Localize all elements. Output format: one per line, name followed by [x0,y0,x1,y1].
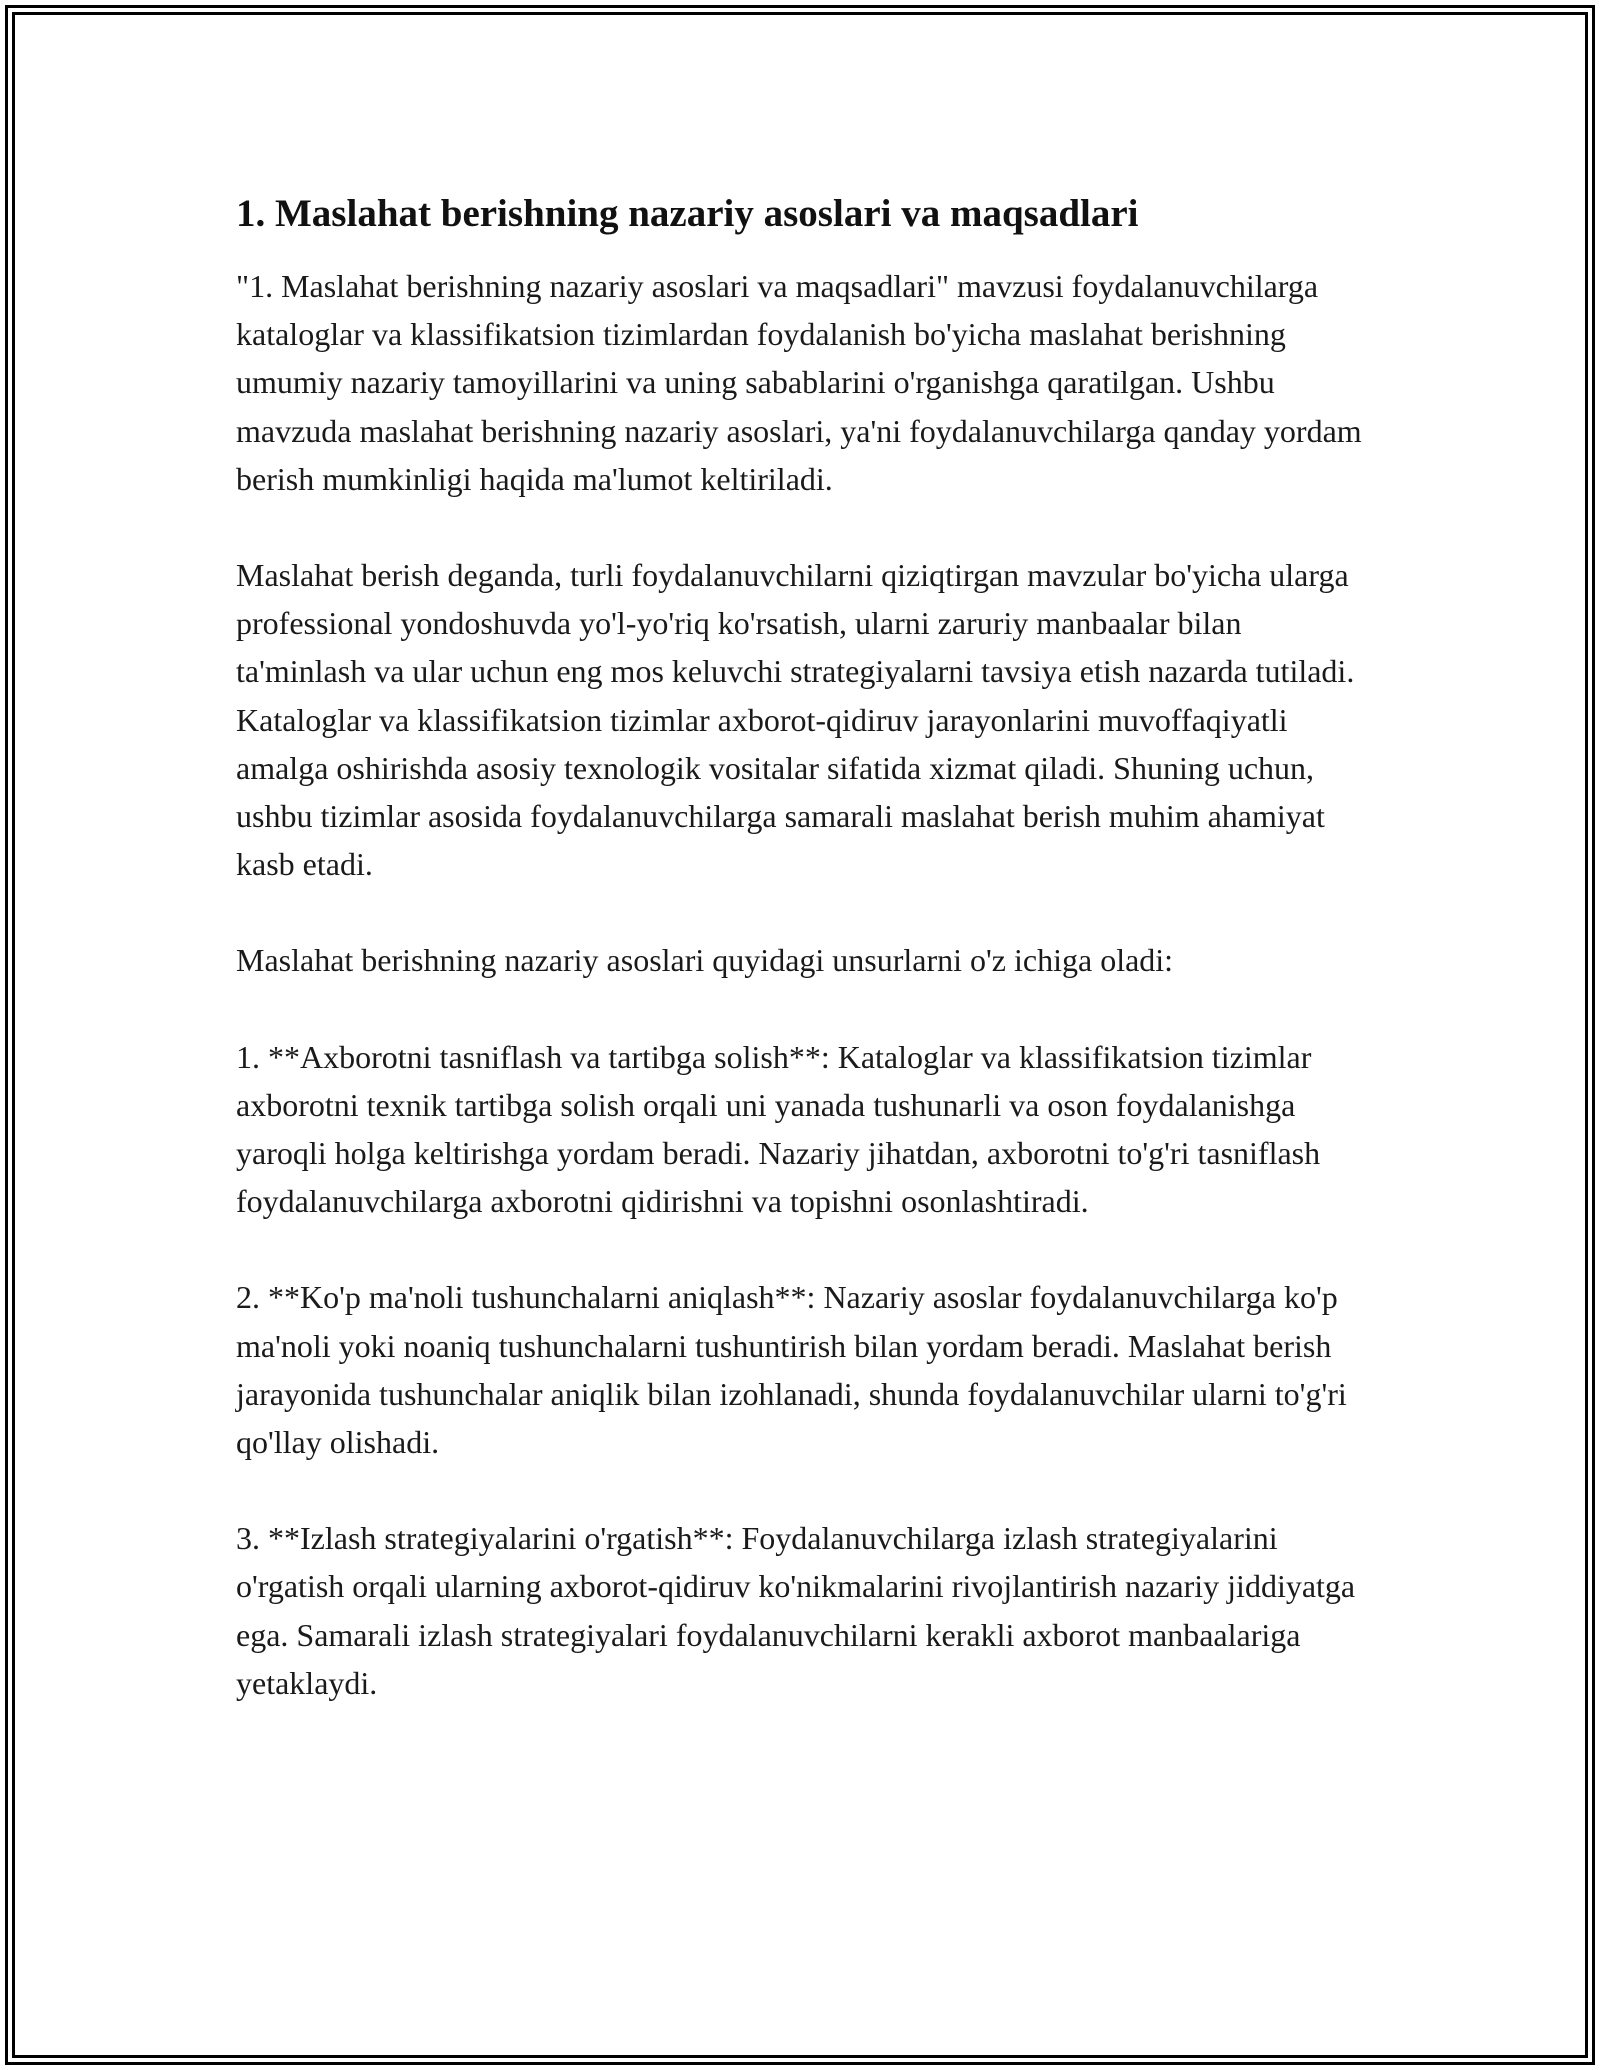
paragraph-definition: Maslahat berish deganda, turli foydalanuvchilarni qiziqtirgan mavzular bo'yicha ularga professional yondoshuvda yo'l-yo'riq ko'rsatish, ularni zaruriy manbaalar bilan ta'minlash va ular uchun eng mos keluvchi strategiyalarni tavsiya etish nazarda tutiladi. Kataloglar va klassifikatsion tizimlar axborot-qidiruv jarayonlarini muvoffaqiyatli amalga oshirishda asosiy texnologik vositalar sifatida xizmat qiladi. Shuning uchun, ushbu tizimlar asosida foydalanuvchilarga samarali maslahat berish muhim ahamiyat kasb etadi. [236,557,1355,883]
list-item-classification: 1. **Axborotni tasniflash va tartibga solish**: Kataloglar va klassifikatsion tizimlar axborotni texnik tartibga solish orqali uni yanada tushunarli va oson foydalanishga yaroqli holga keltirishga yordam beradi. Nazariy jihatdan, axborotni to'g'ri tasniflash foydalanuvchilarga axborotni qidirishni va topishni osonlashtiradi. [236,1038,1321,1220]
document-title: 1. Maslahat berishning nazariy asoslari va maqsadlari [236,192,1139,235]
list-item-search-strategies: 3. **Izlash strategiyalarini o'rgatish**: Foydalanuvchilarga izlash strategiyalarini o'rgatish orqali ularning axborot-qidiruv ko'nikmalarini rivojlantirish nazariy jiddiyatga ega. Samarali izlash strategiyalari foydalanuvchilarni kerakli axborot manbaalariga yetaklaydi. [236,1520,1356,1701]
document-body [236,190,1366,1707]
paragraph-elements-lead: Maslahat berishning nazariy asoslari quyidagi unsurlarni o'z ichiga oladi: [236,942,1174,979]
list-item-ambiguous-concepts: 2. **Ko'p ma'noli tushunchalarni aniqlash**: Nazariy asoslar foydalanuvchilarga ko'p ma'noli yoki noaniq tushunchalarni tushuntirish bilan yordam beradi. Maslahat berish jarayonida tushunchalar aniqlik bilan izohlanadi, shunda foydalanuvchilar ularni to'g'ri qo'llay olishadi. [236,1279,1347,1461]
paragraph-intro: "1. Maslahat berishning nazariy asoslari va maqsadlari" mavzusi foydalanuvchilarga kataloglar va klassifikatsion tizimlardan foydalanish bo'yicha maslahat berishning umumiy nazariy tamoyillarini va uning sabablarini o'rganishga qaratilgan. Ushbu mavzuda maslahat berishning nazariy asoslari, ya'ni foydalanuvchilarga qanday yordam berish mumkinligi haqida ma'lumot keltiriladi. [236,268,1362,497]
